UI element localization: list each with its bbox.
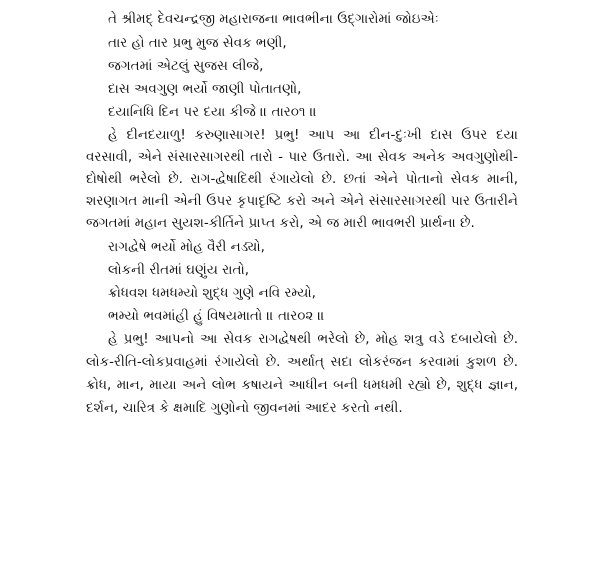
verse1-line-4: દયાનિધિ દિન પર દયા કીજે ॥ તાર૦૧ ॥ bbox=[108, 104, 317, 120]
para1-line-3: દોષોથી ભરેલો છે. રાગ-દ્વેષાદિથી રંગાયેલો છે. છતાં એને પોતાનો સેવક માની, bbox=[86, 171, 518, 187]
para2-line-1: હે પ્રભુ! આપનો આ સેવક રાગદ્વેષથી ભરેલો છે, મોહ શત્રુ વડે દબાયેલો છે. bbox=[108, 331, 518, 347]
para1-line-2: વરસાવી, એને સંસારસાગરથી તારો - પાર ઉતારો. આ સેવક અનેક અવગુણોથી- bbox=[86, 149, 518, 165]
verse2-line-2: લોકની રીતમાં ઘણુંય રાતો, bbox=[108, 262, 250, 278]
para2-line-4: દર્શન, ચારિત્ર કે ક્ષમાદિ ગુણોનો જીવનમાં આદર કરતો નથી. bbox=[86, 400, 403, 416]
intro-line: તે શ્રીમદ્ દેવચન્દ્રજી મહારાજના ભાવભીના ઉદ્ગારોમાં જોઇએઃ bbox=[108, 11, 439, 27]
verse2-line-1: રાગદ્વેષે ભર્યો મોહ વૈરી નડ્યો, bbox=[108, 239, 265, 255]
para2-line-3: ક્રોધ, માન, માયા અને લોભ કષાયને આધીન બની ધમધમી રહ્યો છે, શુદ્ધ જ્ઞાન, bbox=[86, 377, 518, 393]
para1-line-1: હે દીનદયાળુ! કરુણાસાગર! પ્રભુ! આપ આ દીન-દુઃખી દાસ ઉપર દયા bbox=[108, 127, 518, 143]
verse1-line-3: દાસ અવગુણ ભર્યો જાણી પોતાતણો, bbox=[108, 81, 302, 97]
verse1-line-1: તાર હો તાર પ્રભુ મુજ સેવક ભણી, bbox=[108, 35, 287, 51]
para1-line-4: શરણાગત માની એની ઉપર કૃપાદૃષ્ટિ કરો અને એને સંસારસાગરથી પાર ઉતારીને bbox=[86, 193, 518, 209]
verse1-line-2: જગતમાં એટલું સુજસ લીજે, bbox=[108, 58, 264, 74]
verse2-line-3: ક્રોધવશ ધમધમ્યો શુદ્ધ ગુણે નવિ રમ્યો, bbox=[108, 285, 316, 301]
para1-line-5: જગતમાં મહાન સુયશ-કીર્તિને પ્રાપ્ત કરો, એ જ મારી ભાવભરી પ્રાર્થના છે. bbox=[86, 215, 475, 231]
verse2-line-4: ભમ્યો ભવમાંહી હું વિષયમાતો ॥ તાર૦૨ ॥ bbox=[108, 308, 325, 324]
para2-line-2: લોક-રીતિ-લોકપ્રવાહમાં રંગાયેલો છે. અર્થાત્ સદા લોકરંજન કરવામાં કુશળ છે. bbox=[86, 354, 518, 370]
